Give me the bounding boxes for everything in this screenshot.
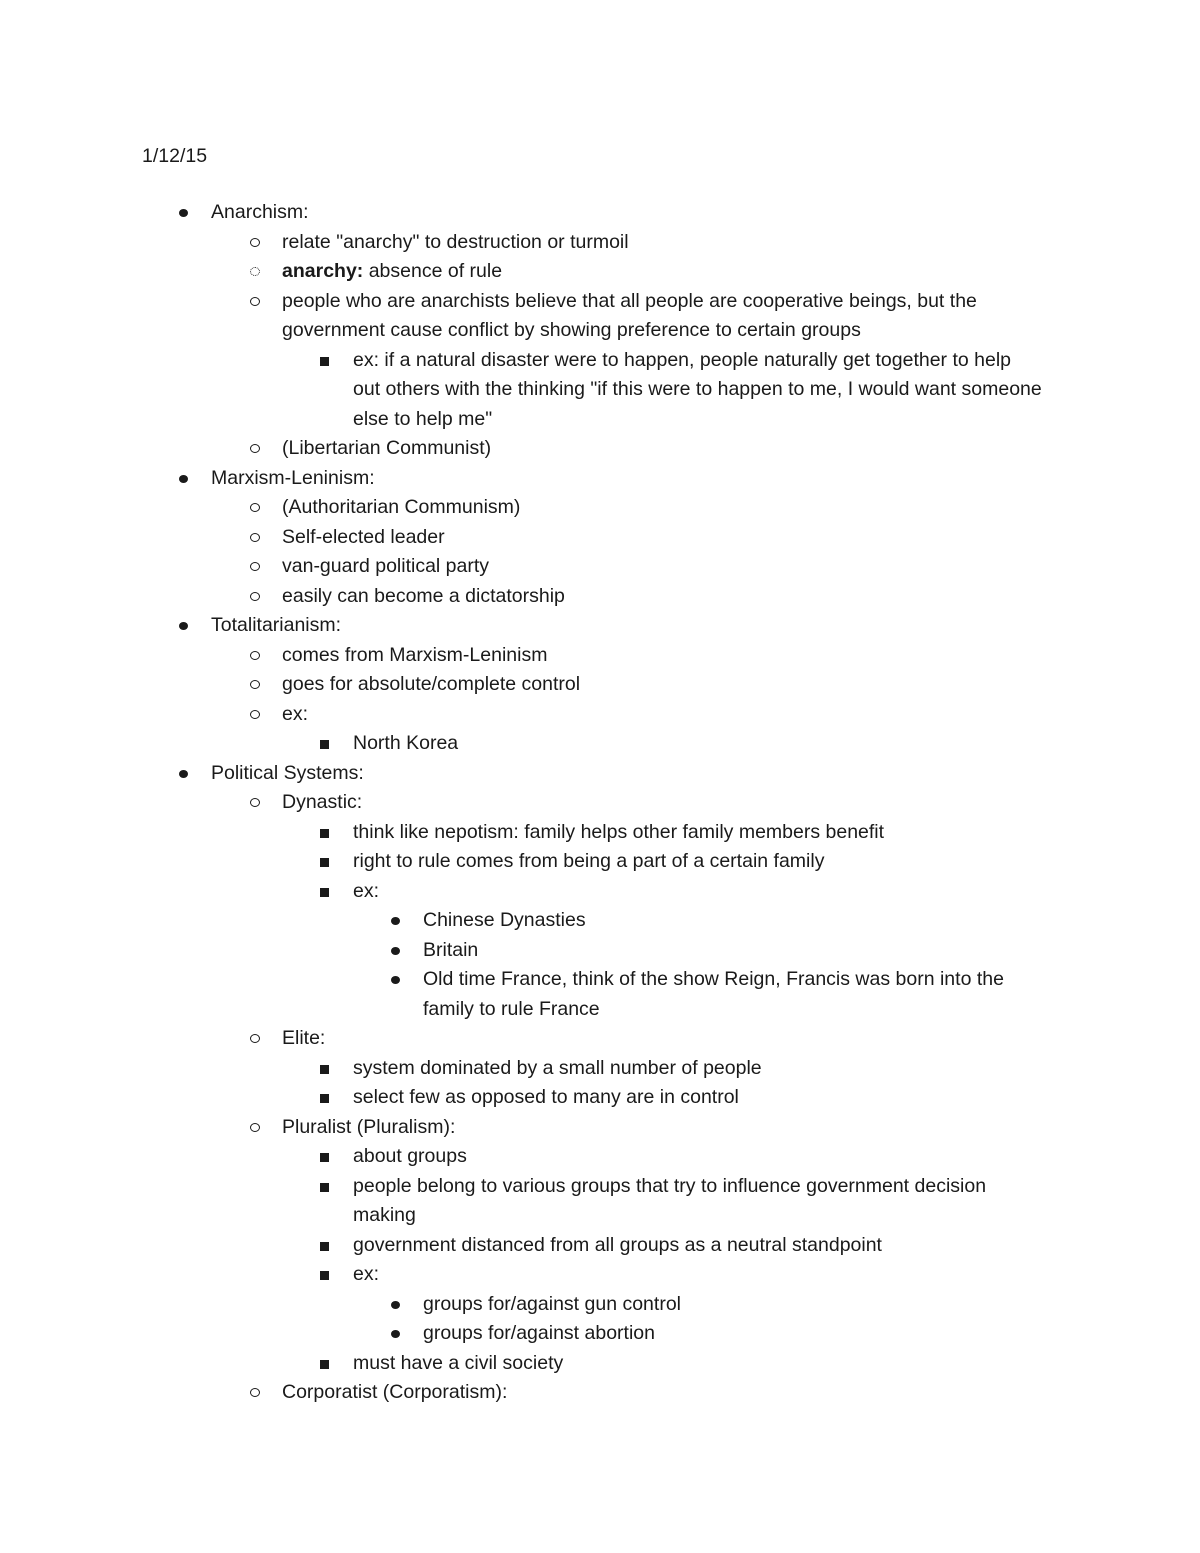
square-bullet-icon xyxy=(317,818,337,848)
list-item: goes for absolute/complete control xyxy=(0,670,1062,700)
square-bullet-icon xyxy=(317,1083,337,1113)
list-item: right to rule comes from being a part of a certain family xyxy=(0,847,1043,877)
circle-bullet-icon xyxy=(247,1113,267,1143)
disc-bullet-icon xyxy=(388,936,408,966)
circle-bullet-icon xyxy=(247,434,267,464)
circle-bullet-icon xyxy=(247,493,267,523)
list-item-anarchism: Anarchism: xyxy=(0,198,1061,228)
list-item: ex: if a natural disaster were to happen, people naturally get together to help out others with the thinking "if this were to happen to me, I would want someone else to help me" xyxy=(0,346,1043,435)
disc-bullet-icon xyxy=(176,198,196,228)
list-item: ex: xyxy=(0,877,1043,907)
list-item: select few as opposed to many are in control xyxy=(0,1083,1043,1113)
list-item: people belong to various groups that try to influence government decision making xyxy=(0,1172,1043,1231)
list-item: think like nepotism: family helps other family members benefit xyxy=(0,818,1043,848)
list-item-anarchy-definition: anarchy: absence of rule xyxy=(0,257,1062,287)
list-item: relate "anarchy" to destruction or turmoil xyxy=(0,228,1062,258)
square-bullet-icon xyxy=(317,847,337,877)
list-item: people who are anarchists believe that all people are cooperative beings, but the government cause conflict by showing preference to certain groups xyxy=(0,287,1062,346)
circle-bullet-icon xyxy=(247,700,267,730)
note-date: 1/12/15 xyxy=(142,145,208,167)
list-item: government distanced from all groups as a neutral standpoint xyxy=(0,1231,1043,1261)
list-item: ex: xyxy=(0,1260,1043,1290)
list-item: (Authoritarian Communism) xyxy=(0,493,1062,523)
disc-bullet-icon xyxy=(388,965,408,995)
circle-bullet-icon xyxy=(247,641,267,671)
square-bullet-icon xyxy=(317,1231,337,1261)
circle-bullet-icon xyxy=(247,552,267,582)
list-item: (Libertarian Communist) xyxy=(0,434,1062,464)
disc-bullet-icon xyxy=(176,759,196,789)
list-item-pluralist: Pluralist (Pluralism): xyxy=(0,1113,1062,1143)
list-item-political-systems: Political Systems: xyxy=(0,759,1061,789)
disc-bullet-icon xyxy=(388,1290,408,1320)
list-item: system dominated by a small number of people xyxy=(0,1054,1043,1084)
square-bullet-icon xyxy=(317,1172,337,1202)
list-item: Chinese Dynasties xyxy=(0,906,1038,936)
square-bullet-icon xyxy=(317,877,337,907)
list-item-corporatist: Corporatist (Corporatism): xyxy=(0,1378,1062,1408)
disc-bullet-icon xyxy=(388,1319,408,1349)
list-item: must have a civil society xyxy=(0,1349,1043,1379)
list-item: groups for/against gun control xyxy=(0,1290,1038,1320)
list-item-totalitarianism: Totalitarianism: xyxy=(0,611,1061,641)
disc-bullet-icon xyxy=(176,611,196,641)
list-item: van-guard political party xyxy=(0,552,1062,582)
list-item: about groups xyxy=(0,1142,1043,1172)
dotted-circle-bullet-icon xyxy=(247,257,267,287)
circle-bullet-icon xyxy=(247,1378,267,1408)
circle-bullet-icon xyxy=(247,670,267,700)
square-bullet-icon xyxy=(317,346,337,376)
circle-bullet-icon xyxy=(247,523,267,553)
square-bullet-icon xyxy=(317,1349,337,1379)
list-item-marxism-leninism: Marxism-Leninism: xyxy=(0,464,1061,494)
list-item: North Korea xyxy=(0,729,1043,759)
circle-bullet-icon xyxy=(247,287,267,317)
circle-bullet-icon xyxy=(247,788,267,818)
list-item: comes from Marxism-Leninism xyxy=(0,641,1062,671)
square-bullet-icon xyxy=(317,1260,337,1290)
list-item-elite: Elite: xyxy=(0,1024,1062,1054)
square-bullet-icon xyxy=(317,1054,337,1084)
list-item: groups for/against abortion xyxy=(0,1319,1038,1349)
circle-bullet-icon xyxy=(247,228,267,258)
list-item: Britain xyxy=(0,936,1038,966)
square-bullet-icon xyxy=(317,729,337,759)
disc-bullet-icon xyxy=(176,464,196,494)
list-item: easily can become a dictatorship xyxy=(0,582,1062,612)
circle-bullet-icon xyxy=(247,582,267,612)
list-item: Old time France, think of the show Reign, Francis was born into the family to rule France xyxy=(0,965,1038,1024)
disc-bullet-icon xyxy=(388,906,408,936)
square-bullet-icon xyxy=(317,1142,337,1172)
outline-list xyxy=(0,198,1200,1408)
list-item-dynastic: Dynastic: xyxy=(0,788,1062,818)
definition-term: anarchy: xyxy=(282,260,364,282)
list-item: Self-elected leader xyxy=(0,523,1062,553)
circle-bullet-icon xyxy=(247,1024,267,1054)
list-item: ex: xyxy=(0,700,1062,730)
